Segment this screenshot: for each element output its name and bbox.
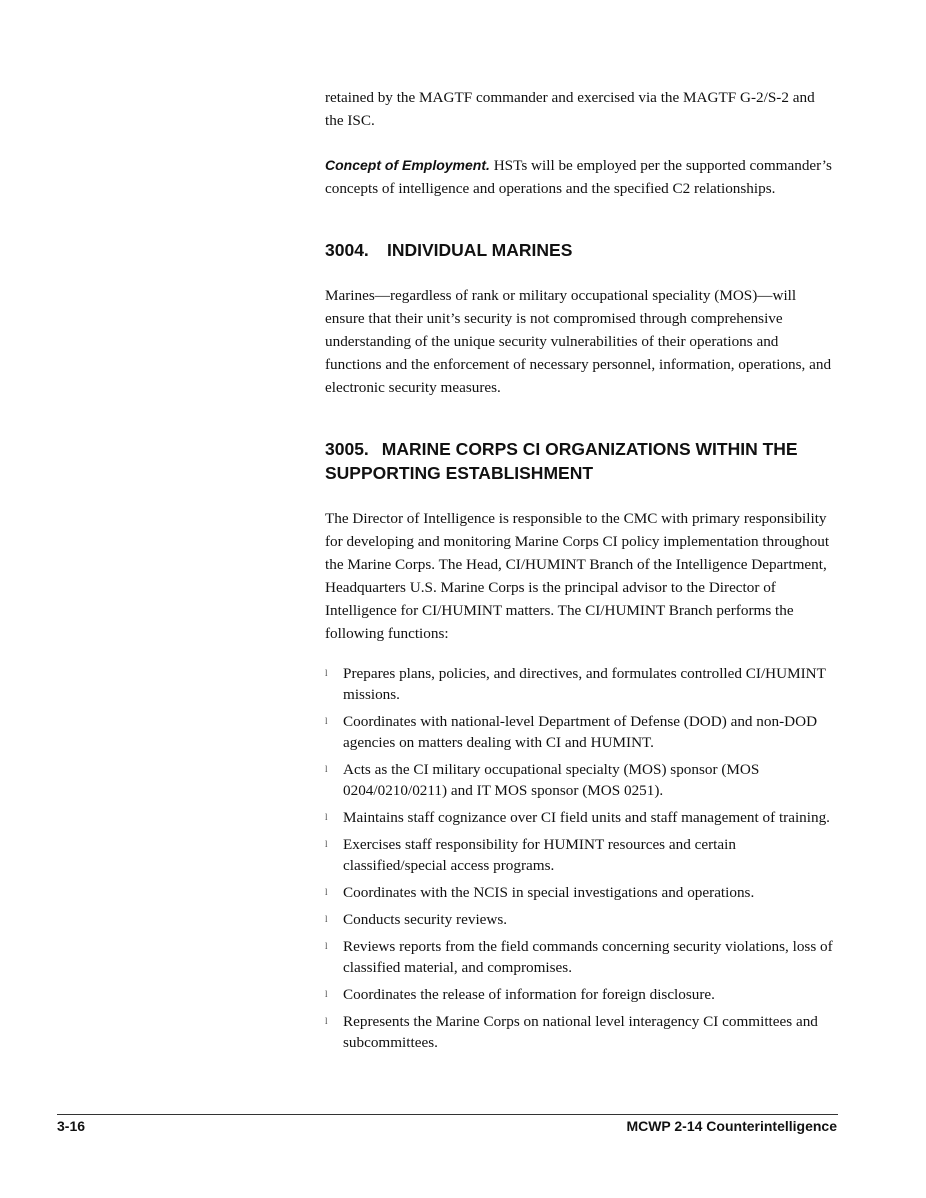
list-item: l Represents the Marine Corps on national level interagency CI committees and subcommittees.	[325, 1013, 818, 1051]
list-item: l Conducts security reviews.	[325, 911, 508, 928]
functions-list	[325, 663, 837, 1053]
bullet-icon: l	[325, 839, 328, 849]
concept-runin-heading: Concept of Employment.	[325, 157, 490, 173]
list-item: l Coordinates with the NCIS in special investigations and operations.	[325, 884, 755, 901]
list-item: l Prepares plans, policies, and directives, and formulates controlled CI/HUMINT missions.	[325, 665, 826, 703]
bullet-icon: l	[325, 668, 328, 678]
section-3005-paragraph: The Director of Intelligence is responsible to the CMC with primary responsibility for developing and monitoring Marine Corps CI policy implementation throughout the Marine Corps. The Head, CI/HUMINT Branch of the Intelligence Department, Headquarters U.S. Marine Corps is the principal advisor to the Director of Intelligence for CI/HUMINT matters. The CI/HUMINT Branch performs the following functions:	[325, 510, 830, 642]
list-item: l Coordinates with national-level Department of Defense (DOD) and non-DOD agencies on matters dealing with CI and HUMINT.	[325, 713, 818, 751]
bullet-icon: l	[325, 812, 328, 822]
list-item: l Acts as the CI military occupational specialty (MOS) sponsor (MOS 0204/0210/0211) and IT MOS sponsor (MOS 0251).	[325, 761, 760, 799]
section-3004-title: INDIVIDUAL MARINES	[387, 240, 573, 260]
bullet-icon: l	[325, 989, 328, 999]
continued-paragraph: retained by the MAGTF commander and exercised via the MAGTF G-2/S-2 and the ISC.	[325, 89, 815, 129]
section-3005-heading	[325, 437, 837, 485]
list-item: l Exercises staff responsibility for HUMINT resources and certain classified/special access programs.	[325, 836, 736, 874]
bullet-icon: l	[325, 764, 328, 774]
section-3005-title: MARINE CORPS CI ORGANIZATIONS WITHIN THE SUPPORTING ESTABLISHMENT	[325, 439, 798, 483]
section-3004-heading	[325, 238, 837, 262]
list-item: l Coordinates the release of information for foreign disclosure.	[325, 986, 715, 1003]
list-item: l Reviews reports from the field commands concerning security violations, loss of classified material, and compromises.	[325, 938, 833, 976]
bullet-icon: l	[325, 941, 328, 951]
bullet-icon: l	[325, 1016, 328, 1026]
section-3004-number: 3004.	[325, 240, 369, 260]
bullet-icon: l	[325, 716, 328, 726]
list-item: l Maintains staff cognizance over CI field units and staff management of training.	[325, 809, 830, 826]
section-3004-paragraph: Marines—regardless of rank or military occupational speciality (MOS)—will ensure that their unit’s security is not compromised through comprehensive understanding of the unique security vulnerabilities of their operations and functions and the enforcement of necessary personnel, information, operations, and electronic security measures.	[325, 287, 832, 396]
section-3005-number: 3005.	[325, 439, 369, 459]
page-number: 3-16	[57, 1118, 86, 1134]
publication-title: MCWP 2-14 Counterintelligence	[626, 1118, 837, 1134]
bullet-icon: l	[325, 914, 328, 924]
bullet-icon: l	[325, 887, 328, 897]
concept-of-employment-paragraph	[325, 154, 837, 200]
footer-divider	[57, 1114, 838, 1115]
concept-text: HSTs will be employed per the supported commander’s concepts of intelligence and operations and the specified C2 relationships.	[325, 157, 832, 197]
page-content	[325, 86, 837, 1059]
